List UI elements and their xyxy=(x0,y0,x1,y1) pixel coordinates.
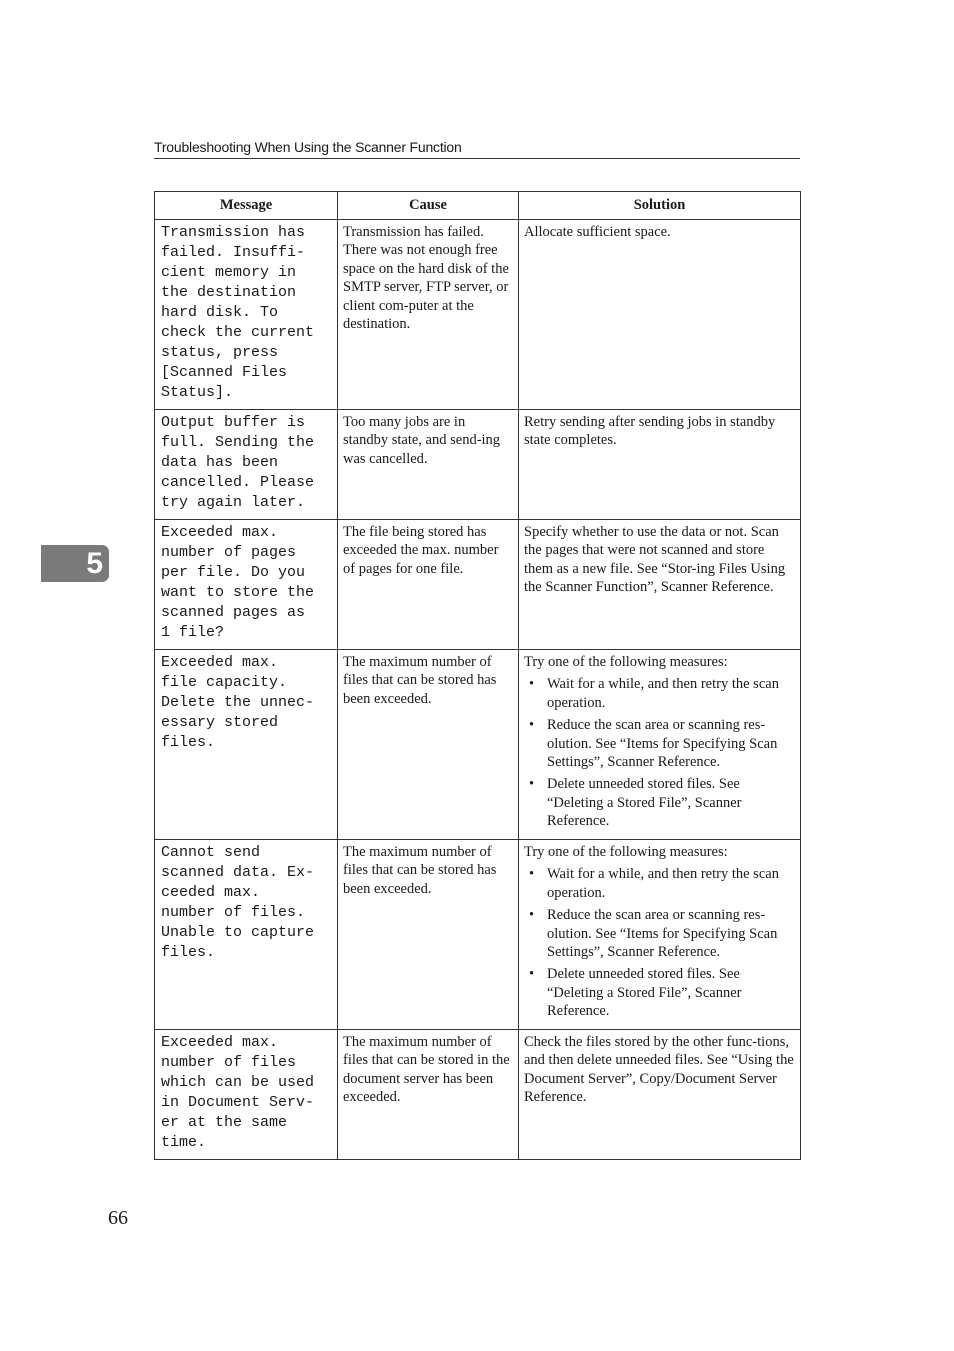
measure-text: Reduce the scan area or scanning res-olution. See “Items for Specifying Scan Settings”, Scanner Reference. xyxy=(547,717,778,771)
table-row xyxy=(155,410,801,520)
cause-cell: Too many jobs are in standby state, and send-ing was cancelled. xyxy=(338,410,519,520)
measure-text: Delete unneeded stored files. See “Deleting a Stored File”, Scanner Reference. xyxy=(547,776,742,830)
column-header-message: Message xyxy=(155,192,338,220)
measure-text: Reduce the scan area or scanning res-olution. See “Items for Specifying Scan Settings”, Scanner Reference. xyxy=(547,907,778,961)
message-cell: Exceeded max. file capacity. Delete the unnec- essary stored files. xyxy=(155,650,338,840)
solution-text: Try one of the following measures: xyxy=(524,654,728,670)
measure-item xyxy=(524,675,795,712)
solution-text: Allocate sufficient space. xyxy=(524,224,671,240)
message-cell: Transmission has failed. Insuffi- cient memory in the destination hard disk. To check the current status, press [Scanned Files Status]. xyxy=(155,220,338,410)
cause-cell: The maximum number of files that can be stored in the document server has been exceeded. xyxy=(338,1030,519,1160)
bullet-icon: • xyxy=(529,776,535,793)
troubleshooting-table xyxy=(154,191,801,1160)
message-cell: Exceeded max. number of files which can be used in Document Serv- er at the same time. xyxy=(155,1030,338,1160)
solution-cell xyxy=(519,520,801,650)
measure-item xyxy=(524,906,795,961)
message-cell: Cannot send scanned data. Ex- ceeded max. number of files. Unable to capture files. xyxy=(155,840,338,1030)
measure-text: Wait for a while, and then retry the scan operation. xyxy=(547,866,779,901)
cause-cell: The maximum number of files that can be stored has been exceeded. xyxy=(338,650,519,840)
table-row xyxy=(155,650,801,840)
table-row xyxy=(155,520,801,650)
bullet-icon: • xyxy=(529,866,535,883)
column-header-cause: Cause xyxy=(338,192,519,220)
measure-item xyxy=(524,965,795,1020)
measures-list xyxy=(524,865,795,1020)
cause-cell: The maximum number of files that can be stored has been exceeded. xyxy=(338,840,519,1030)
table-row xyxy=(155,840,801,1030)
message-cell: Output buffer is full. Sending the data has been cancelled. Please try again later. xyxy=(155,410,338,520)
measure-text: Delete unneeded stored files. See “Deleting a Stored File”, Scanner Reference. xyxy=(547,966,742,1020)
bullet-icon: • xyxy=(529,966,535,983)
table-header-row xyxy=(155,192,801,220)
solution-text: Try one of the following measures: xyxy=(524,844,728,860)
bullet-icon: • xyxy=(529,676,535,693)
measure-item xyxy=(524,716,795,771)
table-row xyxy=(155,220,801,410)
bullet-icon: • xyxy=(529,717,535,734)
solution-text: Retry sending after sending jobs in standby state completes. xyxy=(524,414,776,449)
measure-text: Wait for a while, and then retry the scan operation. xyxy=(547,676,779,711)
bullet-icon: • xyxy=(529,907,535,924)
measure-item xyxy=(524,865,795,902)
solution-cell xyxy=(519,1030,801,1160)
cause-cell: The file being stored has exceeded the max. number of pages for one file. xyxy=(338,520,519,650)
message-cell: Exceeded max. number of pages per file. Do you want to store the scanned pages as 1 file? xyxy=(155,520,338,650)
column-header-solution: Solution xyxy=(519,192,801,220)
solution-cell xyxy=(519,220,801,410)
solution-cell xyxy=(519,840,801,1030)
solution-cell xyxy=(519,650,801,840)
page-number: 66 xyxy=(108,1207,128,1229)
solution-cell xyxy=(519,410,801,520)
measure-item xyxy=(524,775,795,830)
measures-list xyxy=(524,675,795,830)
running-header: Troubleshooting When Using the Scanner Function xyxy=(154,138,800,159)
solution-text: Check the files stored by the other func-tions, and then delete unneeded files. See “Using the Document Server”, Copy/Document Server Reference. xyxy=(524,1034,794,1106)
table-row xyxy=(155,1030,801,1160)
cause-cell: Transmission has failed. There was not enough free space on the hard disk of the SMTP server, FTP server, or client com-puter at the destination. xyxy=(338,220,519,410)
chapter-tab: 5 xyxy=(41,545,109,582)
solution-text: Specify whether to use the data or not. Scan the pages that were not scanned and store them as a new file. See “Stor-ing Files Using the Scanner Function”, Scanner Reference. xyxy=(524,524,786,596)
